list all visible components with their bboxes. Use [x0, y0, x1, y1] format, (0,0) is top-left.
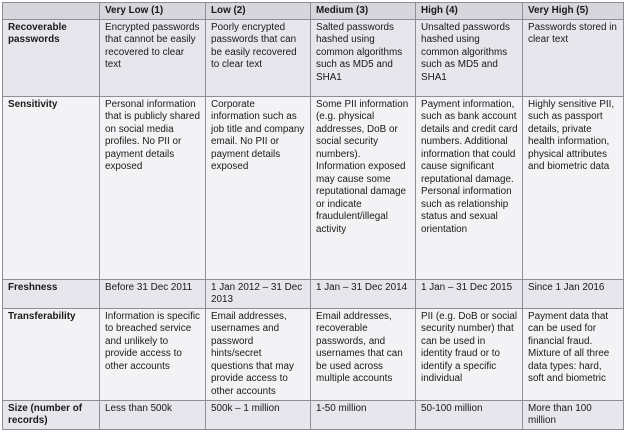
table-cell: 1 Jan – 31 Dec 2015 [416, 279, 523, 308]
table-cell: Highly sensitive PII, such as passport details, private health information, physical attributes and biometric data [523, 96, 624, 279]
table-cell: Since 1 Jan 2016 [523, 279, 624, 308]
table-cell: 1 Jan – 31 Dec 2014 [311, 279, 416, 308]
table-cell: Salted passwords hashed using common algorithms such as MD5 and SHA1 [311, 19, 416, 96]
table-cell: Corporate information such as job title and company email. No PII or payment details exposed [206, 96, 311, 279]
table-cell: 50-100 million [416, 400, 523, 429]
table-cell: Personal information that is publicly shared on social media profiles. No PII or payment details exposed [100, 96, 206, 279]
table-cell: 1 Jan 2012 – 31 Dec 2013 [206, 279, 311, 308]
table-cell: Information is specific to breached service and unlikely to provide access to other accounts [100, 308, 206, 400]
table-row-recoverable-passwords [3, 19, 624, 96]
table-cell: Email addresses, recoverable passwords, and usernames that can be used across multiple accounts [311, 308, 416, 400]
table-cell: PII (e.g. DoB or social security number) that can be used in identity fraud or to identify a specific individual [416, 308, 523, 400]
table-cell: More than 100 million [523, 400, 624, 429]
header-corner-cell [3, 3, 100, 20]
breach-severity-table-container [2, 2, 623, 425]
table-cell: 1-50 million [311, 400, 416, 429]
table-cell: Email addresses, usernames and password hints/secret questions that may provide access to other accounts [206, 308, 311, 400]
table-cell: Payment information, such as bank account details and credit card numbers. Additional information that could cause significant reputational damage. Personal information such as relationship status and sexual orientation [416, 96, 523, 279]
table-cell: Passwords stored in clear text [523, 19, 624, 96]
header-low: Low (2) [206, 3, 311, 20]
table-row-transferability [3, 308, 624, 400]
table-cell: Poorly encrypted passwords that can be easily recovered to clear text [206, 19, 311, 96]
table-cell: Less than 500k [100, 400, 206, 429]
row-label-freshness: Freshness [3, 279, 100, 308]
table-row-size [3, 400, 624, 429]
table-cell: Encrypted passwords that cannot be easily recovered to clear text [100, 19, 206, 96]
table-cell: Unsalted passwords hashed using common algorithms such as MD5 and SHA1 [416, 19, 523, 96]
table-row-sensitivity [3, 96, 624, 279]
table-cell: Some PII information (e.g. physical addresses, DoB or social security numbers). Information exposed may cause some reputational damage or indicate fraudulent/illegal activity [311, 96, 416, 279]
header-medium: Medium (3) [311, 3, 416, 20]
row-label-recoverable-passwords: Recoverable passwords [3, 19, 100, 96]
table-cell: Before 31 Dec 2011 [100, 279, 206, 308]
table-row-freshness [3, 279, 624, 308]
row-label-sensitivity: Sensitivity [3, 96, 100, 279]
row-label-transferability: Transferability [3, 308, 100, 400]
header-row [3, 3, 624, 20]
header-very-high: Very High (5) [523, 3, 624, 20]
header-very-low: Very Low (1) [100, 3, 206, 20]
header-high: High (4) [416, 3, 523, 20]
breach-severity-table [2, 2, 624, 430]
table-cell: Payment data that can be used for financial fraud. Mixture of all three data types: hard, soft and biometric [523, 308, 624, 400]
row-label-size: Size (number of records) [3, 400, 100, 429]
table-cell: 500k – 1 million [206, 400, 311, 429]
